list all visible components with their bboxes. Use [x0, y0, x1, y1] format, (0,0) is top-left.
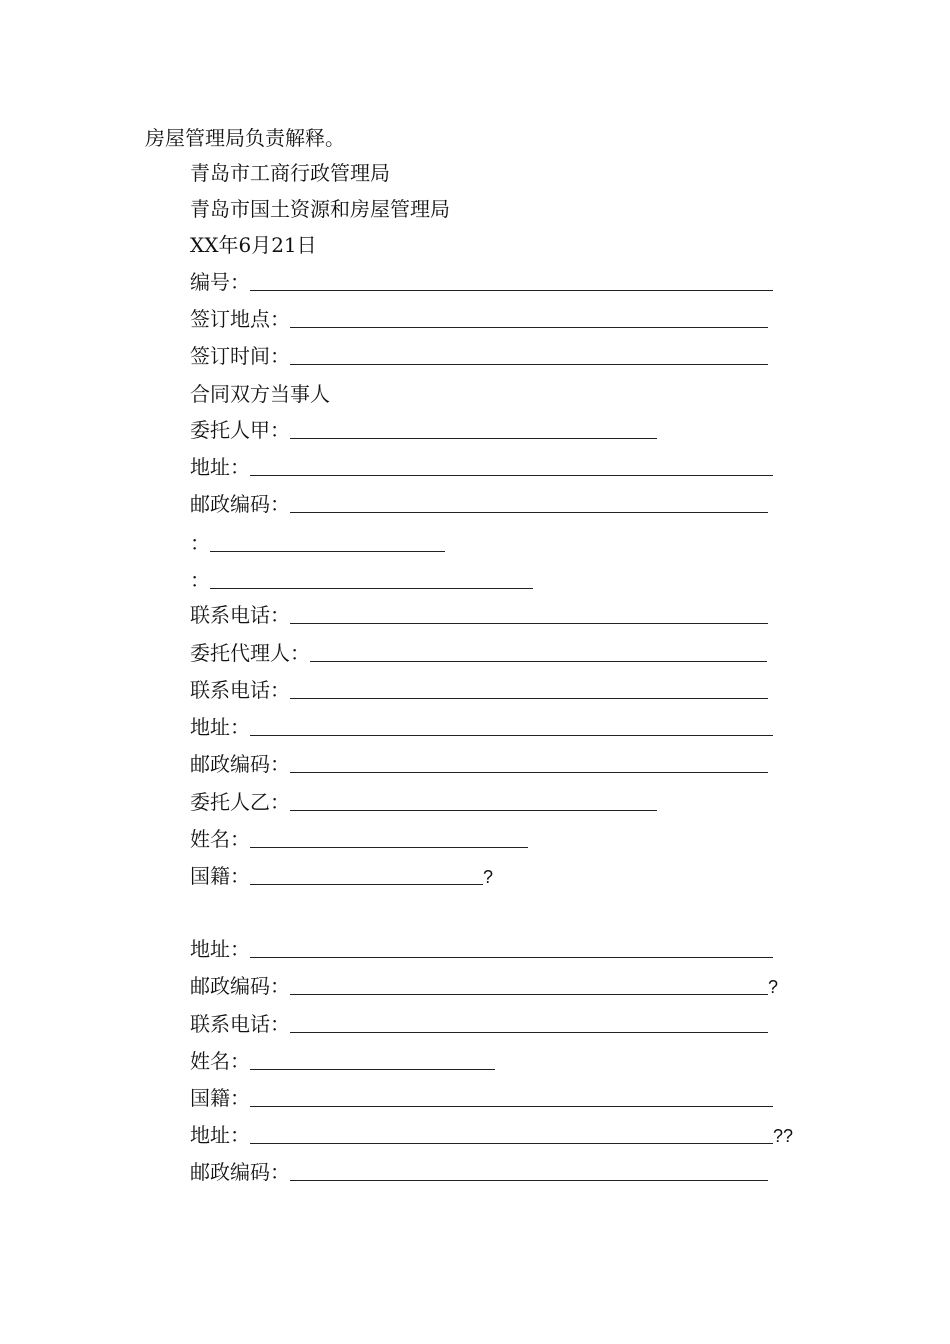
stray-mark: ??: [773, 1126, 794, 1146]
field-label: 委托人甲：: [190, 418, 290, 442]
fill-blank[interactable]: [310, 641, 767, 662]
fill-blank[interactable]: [290, 1160, 768, 1181]
field-label: 联系电话：: [190, 678, 290, 702]
fill-blank[interactable]: [250, 1123, 773, 1144]
issue-date: XX年6月21日: [190, 233, 317, 257]
field-row: [190, 1083, 773, 1113]
issuer-1: 青岛市工商行政管理局: [190, 161, 390, 185]
field-label: 邮政编码：: [190, 492, 290, 516]
field-row: [190, 267, 773, 297]
field-row: [190, 749, 768, 779]
fill-blank[interactable]: [290, 1012, 768, 1033]
field-row: [190, 971, 778, 1001]
fill-blank[interactable]: [250, 1086, 773, 1107]
fill-blank[interactable]: [250, 715, 773, 736]
issuer-2: 青岛市国土资源和房屋管理局: [190, 197, 450, 221]
field-row: [190, 415, 657, 445]
field-row: [190, 565, 533, 595]
field-label: 地址：: [190, 715, 250, 739]
fill-blank[interactable]: [290, 790, 657, 811]
field-row: [190, 600, 768, 630]
field-row: [190, 1009, 768, 1039]
field-label: 邮政编码：: [190, 974, 290, 998]
fill-blank[interactable]: [250, 937, 773, 958]
field-row: [190, 1157, 768, 1187]
field-row: [190, 489, 768, 519]
field-label: 委托人乙：: [190, 790, 290, 814]
fill-blank[interactable]: [250, 827, 528, 848]
field-row: [190, 304, 768, 334]
fill-blank[interactable]: [290, 752, 768, 773]
field-row: [190, 861, 493, 891]
field-label: 国籍：: [190, 1086, 250, 1110]
field-label: 姓名：: [190, 827, 250, 851]
field-label: 姓名：: [190, 1049, 250, 1073]
fill-blank[interactable]: [210, 531, 445, 552]
fill-blank[interactable]: [290, 418, 657, 439]
field-row: [190, 934, 773, 964]
fill-blank[interactable]: [250, 455, 773, 476]
field-row: [190, 341, 768, 371]
fill-blank[interactable]: [290, 974, 768, 995]
stray-mark: ?: [483, 867, 494, 887]
fill-blank[interactable]: [290, 603, 768, 624]
section-heading: 合同双方当事人: [190, 382, 330, 406]
field-row: [190, 675, 768, 705]
field-row: [190, 824, 528, 854]
field-label: 邮政编码：: [190, 1160, 290, 1184]
field-row: [190, 528, 445, 558]
fill-blank[interactable]: [290, 678, 768, 699]
fill-blank[interactable]: [290, 492, 768, 513]
field-row: [190, 787, 657, 817]
fill-blank[interactable]: [250, 1049, 495, 1070]
field-label: 联系电话：: [190, 1012, 290, 1036]
field-label: ：: [190, 568, 210, 592]
field-row: [190, 452, 773, 482]
field-label: 联系电话：: [190, 603, 290, 627]
field-label: 国籍：: [190, 864, 250, 888]
field-label: 编号：: [190, 270, 250, 294]
field-label: 委托代理人：: [190, 641, 310, 665]
field-label: 签订时间：: [190, 344, 290, 368]
field-label: ：: [190, 531, 210, 555]
field-row: [190, 712, 773, 742]
field-label: 签订地点：: [190, 307, 290, 331]
field-label: 地址：: [190, 455, 250, 479]
field-label: 地址：: [190, 937, 250, 961]
field-row: [190, 1046, 495, 1076]
closing-sentence: 房屋管理局负责解释。: [145, 126, 345, 150]
field-label: 邮政编码：: [190, 752, 290, 776]
fill-blank[interactable]: [250, 270, 773, 291]
fill-blank[interactable]: [250, 864, 483, 885]
field-label: 地址：: [190, 1123, 250, 1147]
fill-blank[interactable]: [290, 344, 768, 365]
field-row: [190, 1120, 793, 1150]
stray-mark: ?: [768, 977, 779, 997]
fill-blank[interactable]: [290, 307, 768, 328]
field-row: [190, 638, 767, 668]
fill-blank[interactable]: [210, 568, 533, 589]
